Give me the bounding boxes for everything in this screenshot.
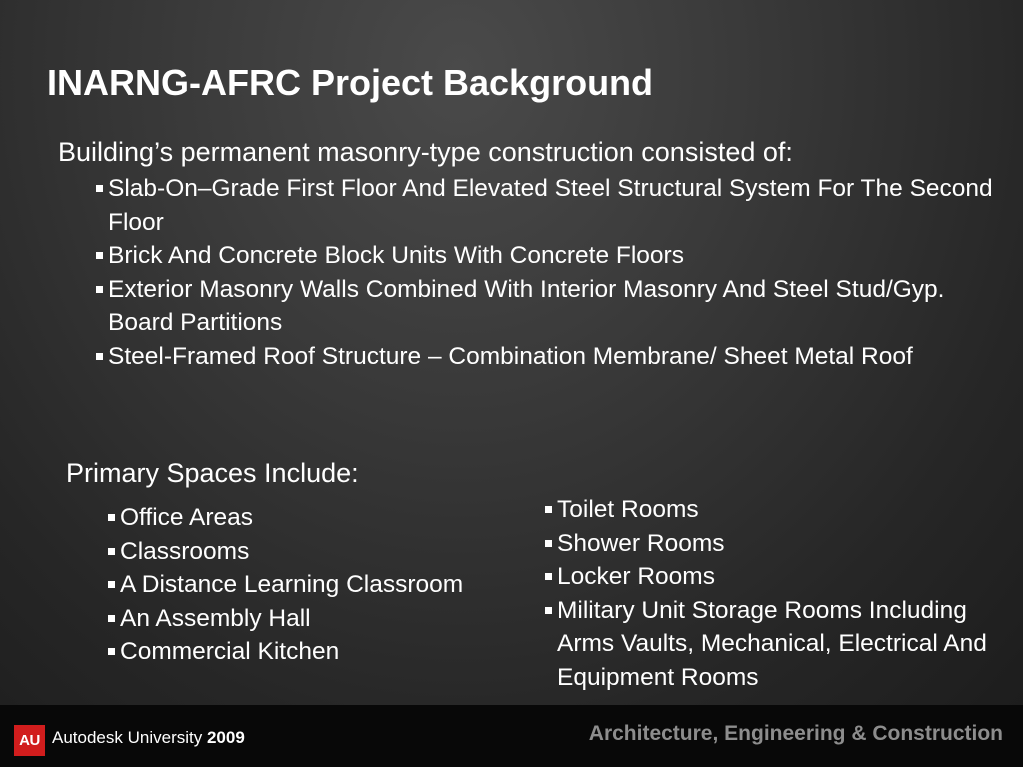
bullet-square-icon [108,615,115,622]
list-item: A Distance Learning Classroom [106,568,526,602]
bullet-square-icon [108,648,115,655]
list-item: Toilet Rooms [543,493,1023,527]
footer-tagline: Architecture, Engineering & Construction [588,722,1003,745]
bullet-square-icon [545,573,552,580]
bullet-square-icon [96,185,103,192]
bullet-square-icon [96,286,103,293]
list-item: Brick And Concrete Block Units With Concrete Floors [94,239,994,273]
primary-spaces-list-right [543,493,1023,694]
primary-spaces-list-left [106,501,526,669]
list-item: Slab-On–Grade First Floor And Elevated Steel Structural System For The Second Floor [94,172,994,239]
autodesk-university-logo: AU [14,725,45,756]
list-item: An Assembly Hall [106,602,526,636]
bullet-square-icon [545,540,552,547]
bullet-square-icon [96,252,103,259]
list-item: Shower Rooms [543,527,1023,561]
list-item: Steel-Framed Roof Structure – Combination Membrane/ Sheet Metal Roof [94,340,994,374]
construction-list [94,172,994,373]
list-item: Locker Rooms [543,560,1023,594]
section-heading-primary-spaces: Primary Spaces Include: [66,458,359,488]
bullet-square-icon [96,353,103,360]
bullet-square-icon [108,581,115,588]
slide-title: INARNG-AFRC Project Background [47,62,654,103]
brand-name-text: Autodesk University [52,728,203,747]
bullet-square-icon [108,548,115,555]
bullet-square-icon [545,607,552,614]
bullet-square-icon [108,514,115,521]
list-item: Exterior Masonry Walls Combined With Interior Masonry And Steel Stud/Gyp. Board Partitions [94,273,994,340]
section-heading-construction: Building’s permanent masonry-type construction consisted of: [58,137,793,167]
footer-bar [0,705,1023,767]
list-item: Military Unit Storage Rooms Including Arms Vaults, Mechanical, Electrical And Equipment Rooms [543,594,1023,695]
brand-year: 2009 [206,728,245,747]
list-item: Classrooms [106,535,526,569]
list-item: Commercial Kitchen [106,635,526,669]
brand-name [52,728,245,748]
bullet-square-icon [545,506,552,513]
list-item: Office Areas [106,501,526,535]
